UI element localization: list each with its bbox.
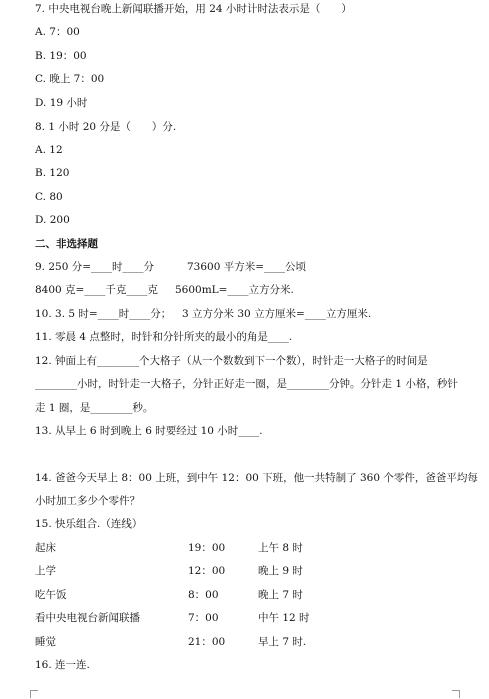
match-description: 早上 7 时. <box>258 636 307 648</box>
question-16: 16. 连一连. <box>35 659 90 671</box>
question-7-option-b: B. 19：00 <box>35 50 87 62</box>
question-7-stem: 7. 中央电视台晚上新闻联播开始，用 24 小时计时法表示是（ ） <box>35 3 352 15</box>
question-13: 13. 从早上 6 时到晚上 6 时要经过 10 小时____. <box>35 425 263 437</box>
match-time: 8：00 <box>188 589 219 601</box>
match-description: 晚上 9 时 <box>258 565 303 577</box>
question-8-option-b: B. 120 <box>35 167 70 179</box>
question-9-part-b: 73600 平方米=____公顷 <box>187 261 307 273</box>
match-activity: 睡觉 <box>35 636 56 648</box>
question-8-stem: 8. 1 小时 20 分是（ ）分. <box>35 121 177 133</box>
match-activity: 看中央电视台新闻联播 <box>35 612 140 624</box>
question-9-part-c: 8400 克=____千克____克 <box>35 284 158 296</box>
question-7-option-d: D. 19 小时 <box>35 97 88 109</box>
question-8-option-a: A. 12 <box>35 144 63 156</box>
crop-mark-right <box>452 690 460 698</box>
match-activity: 上学 <box>35 565 56 577</box>
question-12-line-1: 12. 钟面上有________个大格子（从一个数数到下一个数），时针走一大格子的时间是 <box>35 355 428 367</box>
question-8-option-d: D. 200 <box>35 214 70 226</box>
question-14-line-1: 14. 爸爸今天早上 8：00 上班，到中午 12：00 下班，他一共特制了 360 个零件，爸爸平均每 <box>35 472 478 484</box>
question-11: 11. 零晨 4 点整时，时针和分针所夹的最小的角是____. <box>35 331 293 343</box>
match-time: 7：00 <box>188 612 219 624</box>
question-7-option-c: C. 晚上 7：00 <box>35 73 105 85</box>
match-description: 上午 8 时 <box>258 542 303 554</box>
section-heading: 二、非选择题 <box>35 238 98 250</box>
match-activity: 吃午饭 <box>35 589 67 601</box>
question-12-line-3: 走 1 圈，是________秒。 <box>35 402 154 414</box>
question-12-line-2: ________小时，时针走一大格子，分针正好走一圈，是________分钟。分针走 1 小格，秒针 <box>35 378 458 390</box>
match-time: 12：00 <box>188 565 226 577</box>
match-description: 晚上 7 时 <box>258 589 303 601</box>
question-7-option-a: A. 7：00 <box>35 26 80 38</box>
match-description: 中午 12 时 <box>258 612 310 624</box>
question-14-line-2: 小时加工多少个零件？ <box>35 495 140 507</box>
question-10-part-a: 10. 3. 5 时=____时____分； <box>35 308 172 320</box>
question-9-part-d: 5600mL=____立方分米. <box>175 284 294 296</box>
match-time: 19：00 <box>188 542 226 554</box>
crop-mark-left <box>30 690 38 698</box>
question-15-stem: 15. 快乐组合.（连线） <box>35 518 143 530</box>
question-10-part-b: 3 立方分米 30 立方厘米=____立方厘米. <box>182 308 372 320</box>
match-time: 21：00 <box>188 636 226 648</box>
question-8-option-c: C. 80 <box>35 191 63 203</box>
question-9-part-a: 9. 250 分=____时____分 <box>35 261 155 273</box>
match-activity: 起床 <box>35 542 56 554</box>
